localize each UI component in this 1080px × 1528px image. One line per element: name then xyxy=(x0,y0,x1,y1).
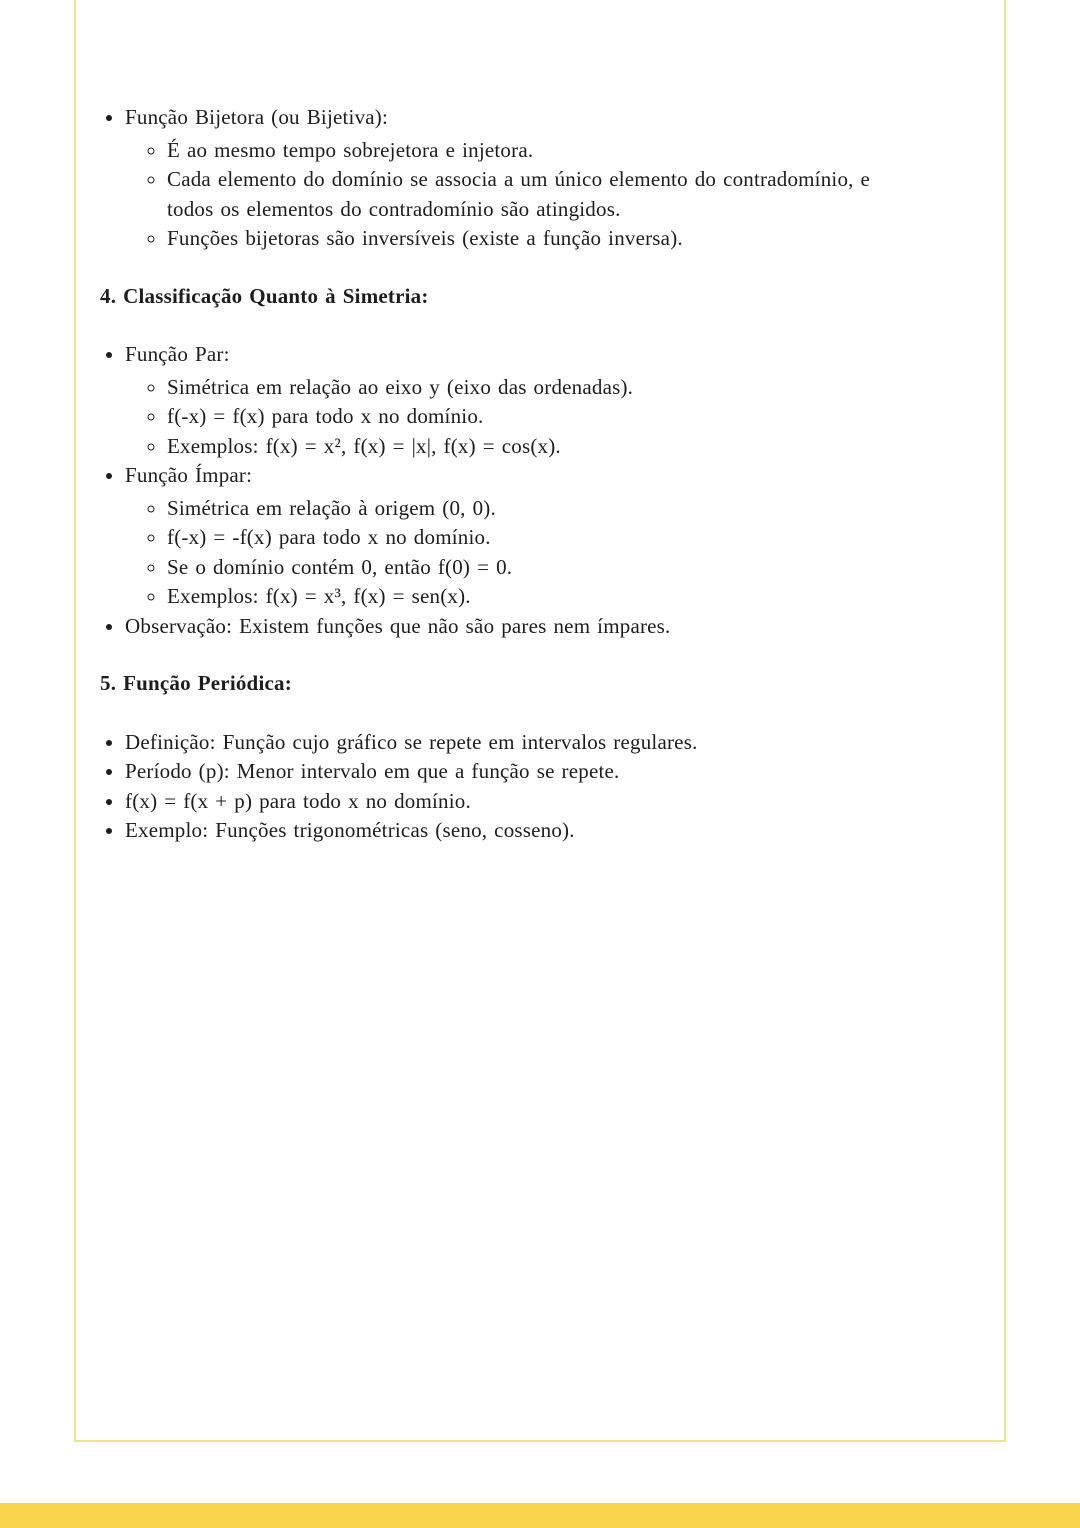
list-item-text: Função Ímpar: xyxy=(125,463,253,487)
periodica-list xyxy=(100,728,920,846)
list-item: ◦ É ao mesmo tempo sobrejetora e injetora. xyxy=(167,136,920,166)
list-item-funcao-impar xyxy=(125,461,920,612)
list-item: ◦ Se o domínio contém 0, então f(0) = 0. xyxy=(167,553,920,583)
list-item: ◦ Exemplos: f(x) = x², f(x) = |x|, f(x) = cos(x). xyxy=(167,432,920,462)
list-item: • Exemplo: Funções trigonométricas (seno, cosseno). xyxy=(125,816,920,846)
list-item: ◦ Cada elemento do domínio se associa a um único elemento do contradomínio, e todos os elementos do contradomínio são atingidos. xyxy=(167,165,920,224)
section-5-heading: 5. Função Periódica: xyxy=(100,671,292,695)
list-item: • f(x) = f(x + p) para todo x no domínio. xyxy=(125,787,920,817)
list-item: ◦ Simétrica em relação à origem (0, 0). xyxy=(167,494,920,524)
footer-accent-bar xyxy=(0,1503,1080,1528)
document-content xyxy=(100,103,920,846)
list-item: ◦ Funções bijetoras são inversíveis (existe a função inversa). xyxy=(167,224,920,254)
funcao-impar-sublist xyxy=(125,494,920,612)
list-item-text: Função Bijetora (ou Bijetiva): xyxy=(125,105,389,129)
simetria-list xyxy=(100,340,920,641)
list-item-bijetora xyxy=(125,103,920,254)
funcao-par-sublist xyxy=(125,373,920,462)
section-4-heading: 4. Classificação Quanto à Simetria: xyxy=(100,283,429,308)
list-item-text: Função Par: xyxy=(125,342,230,366)
bijetora-sublist xyxy=(125,136,920,254)
list-item: ◦ f(-x) = -f(x) para todo x no domínio. xyxy=(167,523,920,553)
list-item-funcao-par xyxy=(125,340,920,461)
list-item: ◦ Exemplos: f(x) = x³, f(x) = sen(x). xyxy=(167,582,920,612)
list-item: • Definição: Função cujo gráfico se repete em intervalos regulares. xyxy=(125,728,920,758)
list-item: • Período (p): Menor intervalo em que a função se repete. xyxy=(125,757,920,787)
list-item: ◦ f(-x) = f(x) para todo x no domínio. xyxy=(167,402,920,432)
list-item: ◦ Simétrica em relação ao eixo y (eixo das ordenadas). xyxy=(167,373,920,403)
list-item-observacao: • Observação: Existem funções que não são pares nem ímpares. xyxy=(125,612,920,642)
bijetora-list xyxy=(100,103,920,254)
